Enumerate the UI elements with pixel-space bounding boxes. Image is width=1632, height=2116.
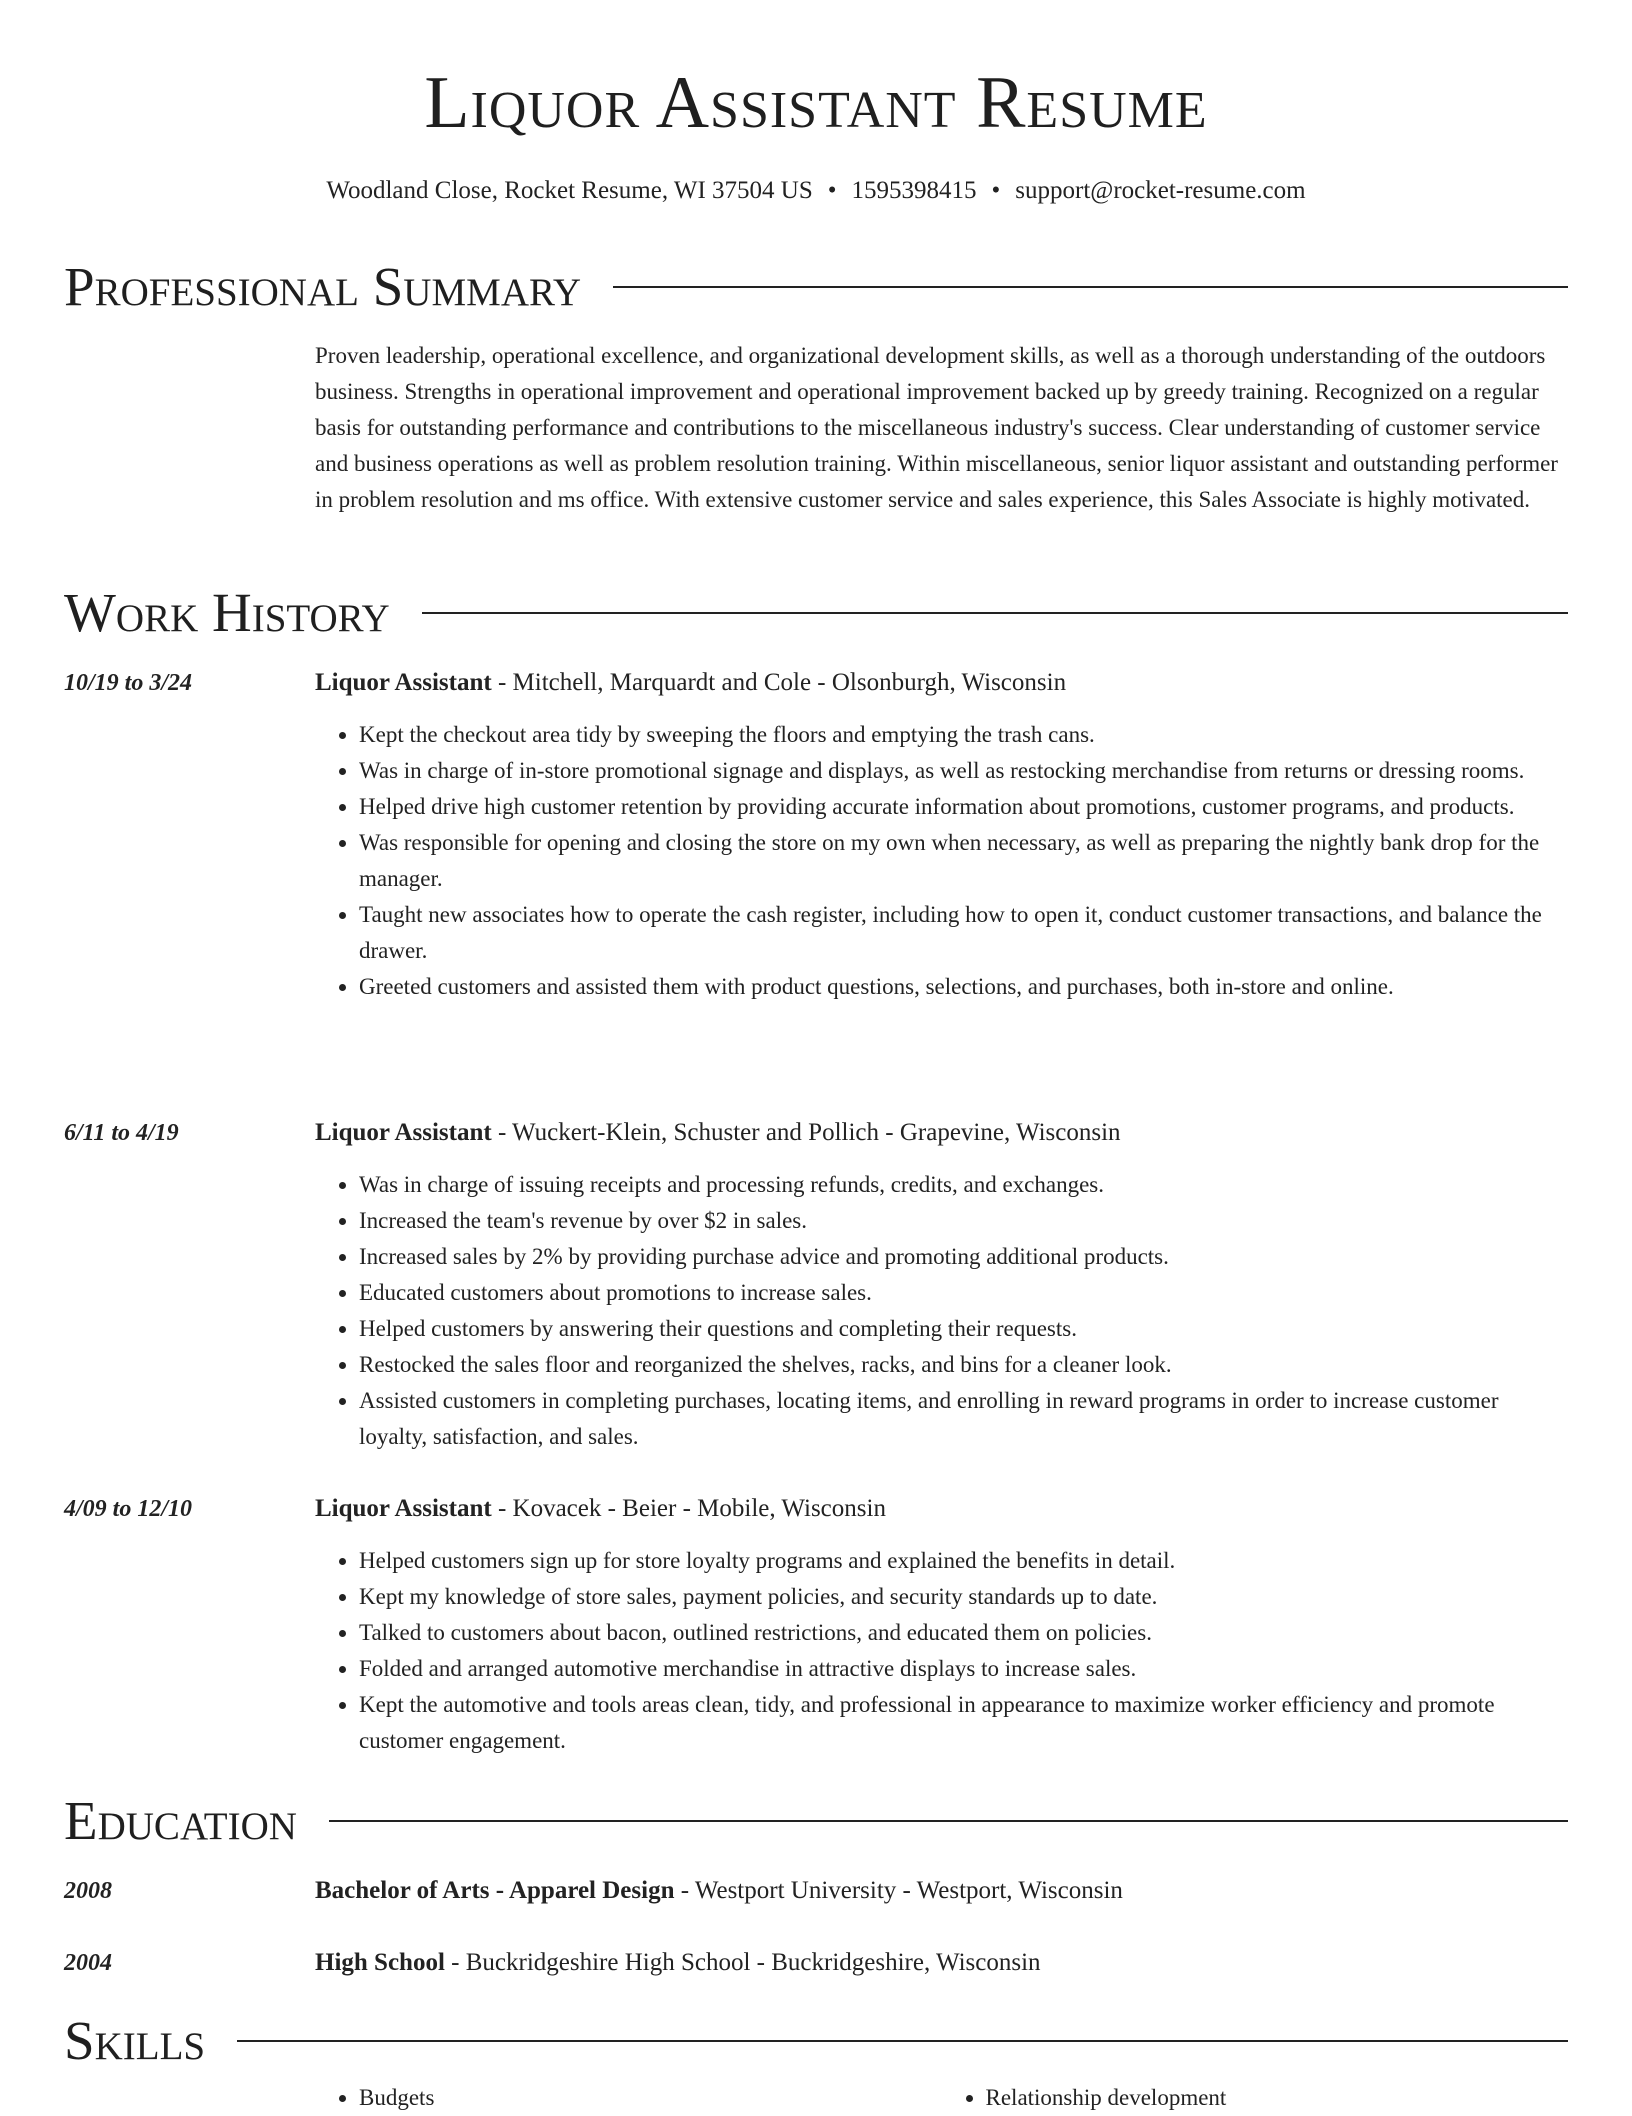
section-divider <box>237 2040 1568 2042</box>
work-heading <box>315 1115 1568 1151</box>
job-title: Liquor Assistant <box>315 669 492 696</box>
bullet-item: • Helped drive high customer retention by providing accurate information about promotions, customer programs, and products. <box>359 789 1568 825</box>
education-year: 2008 <box>64 1878 112 1904</box>
work-entry <box>64 1115 1568 1455</box>
bullet-item: • Kept my knowledge of store sales, payment policies, and security standards up to date. <box>359 1579 1568 1615</box>
bullet-item: • Folded and arranged automotive merchandise in attractive displays to increase sales. <box>359 1651 1568 1687</box>
employer-details: - Kovacek - Beier - Mobile, Wisconsin <box>491 1495 886 1522</box>
skills-column-right <box>942 2080 1569 2116</box>
section-heading-work-history <box>64 578 1568 648</box>
degree: Bachelor of Arts - Apparel Design <box>315 1877 675 1904</box>
work-heading <box>315 665 1568 701</box>
bullet-item: • Kept the automotive and tools areas clean, tidy, and professional in appearance to maximize worker efficiency and promote customer engagement. <box>359 1687 1568 1759</box>
skill-item: • Budgets <box>359 2080 942 2116</box>
bullet-item: • Kept the checkout area tidy by sweeping the floors and emptying the trash cans. <box>359 717 1568 753</box>
bullet-item: • Was in charge of in-store promotional signage and displays, as well as restocking merchandise from returns or dressing rooms. <box>359 753 1568 789</box>
contact-email[interactable]: support@rocket-resume.com <box>1015 177 1306 204</box>
employer-details: - Mitchell, Marquardt and Cole - Olsonburgh, Wisconsin <box>491 669 1067 696</box>
summary-paragraph: Proven leadership, operational excellence, and organizational development skills, as well as a thorough understanding of the outdoors business. Strengths in operational improvement and operational improvement backed up by greedy training. Recognized on a regular basis for outstanding performance and contributions to the miscellaneous industry's success. Clear understanding of customer service and business operations as well as problem resolution training. Within miscellaneous, senior liquor assistant and outstanding performer in problem resolution and ms office. With extensive customer service and sales experience, this Sales Associate is highly motivated. <box>315 343 1558 512</box>
job-title: Liquor Assistant <box>315 1495 492 1522</box>
work-dates: 10/19 to 3/24 <box>64 670 193 696</box>
bullet-item: • Assisted customers in completing purchases, locating items, and enrolling in reward programs in order to increase customer loyalty, satisfaction, and sales. <box>359 1383 1568 1455</box>
section-divider <box>422 612 1568 614</box>
section-heading-summary <box>64 252 1568 322</box>
contact-address: Woodland Close, Rocket Resume, WI 37504 US <box>326 177 813 204</box>
school-details: - Westport University - Westport, Wisconsin <box>674 1877 1123 1904</box>
work-dates: 4/09 to 12/10 <box>64 1496 193 1522</box>
bullet-item: • Increased sales by 2% by providing purchase advice and promoting additional products. <box>359 1239 1568 1275</box>
bullet-item: • Was in charge of issuing receipts and processing refunds, credits, and exchanges. <box>359 1167 1568 1203</box>
section-title-education: Education <box>64 1790 297 1851</box>
contact-separator: • <box>827 177 837 204</box>
bullet-item: • Increased the team's revenue by over $2 in sales. <box>359 1203 1568 1239</box>
work-bullets <box>315 1167 1568 1455</box>
resume-title: Liquor Assistant Resume <box>424 62 1208 144</box>
bullet-item: • Talked to customers about bacon, outlined restrictions, and educated them on policies. <box>359 1615 1568 1651</box>
section-divider <box>613 286 1568 288</box>
bullet-item: • Helped customers by answering their questions and completing their requests. <box>359 1311 1568 1347</box>
education-entry <box>64 1873 1568 1909</box>
bullet-item: • Was responsible for opening and closing the store on my own when necessary, as well as preparing the nightly bank drop for the manager. <box>359 825 1568 897</box>
degree: High School <box>315 1949 445 1976</box>
education-year: 2004 <box>64 1950 112 1976</box>
skills-column-left <box>315 2080 942 2116</box>
section-title-skills: Skills <box>64 2010 206 2071</box>
work-bullets <box>315 1543 1568 1759</box>
skills-list <box>315 2080 1568 2116</box>
skill-item: • Relationship development <box>986 2080 1569 2116</box>
bullet-item: • Restocked the sales floor and reorganized the shelves, racks, and bins for a cleaner look. <box>359 1347 1568 1383</box>
education-heading <box>315 1873 1568 1909</box>
school-details: - Buckridgeshire High School - Buckridgeshire, Wisconsin <box>444 1949 1041 1976</box>
education-entry <box>64 1945 1568 1981</box>
section-heading-skills <box>64 2006 1568 2076</box>
contact-line <box>0 174 1632 208</box>
work-entry <box>64 1491 1568 1759</box>
section-heading-education <box>64 1786 1568 1856</box>
bullet-item: • Greeted customers and assisted them with product questions, selections, and purchases, both in-store and online. <box>359 969 1568 1005</box>
work-heading <box>315 1491 1568 1527</box>
contact-phone: 1595398415 <box>851 177 977 204</box>
work-entry <box>64 665 1568 1005</box>
work-dates: 6/11 to 4/19 <box>64 1120 179 1146</box>
employer-details: - Wuckert-Klein, Schuster and Pollich - Grapevine, Wisconsin <box>491 1119 1121 1146</box>
section-title-summary: Professional Summary <box>64 256 582 317</box>
bullet-item: • Helped customers sign up for store loyalty programs and explained the benefits in detail. <box>359 1543 1568 1579</box>
education-heading <box>315 1945 1568 1981</box>
job-title: Liquor Assistant <box>315 1119 492 1146</box>
section-title-work-history: Work History <box>64 582 390 643</box>
section-divider <box>329 1820 1568 1822</box>
work-bullets <box>315 717 1568 1005</box>
bullet-item: • Educated customers about promotions to increase sales. <box>359 1275 1568 1311</box>
contact-separator: • <box>991 177 1001 204</box>
bullet-item: • Taught new associates how to operate the cash register, including how to open it, conduct customer transactions, and balance the drawer. <box>359 897 1568 969</box>
